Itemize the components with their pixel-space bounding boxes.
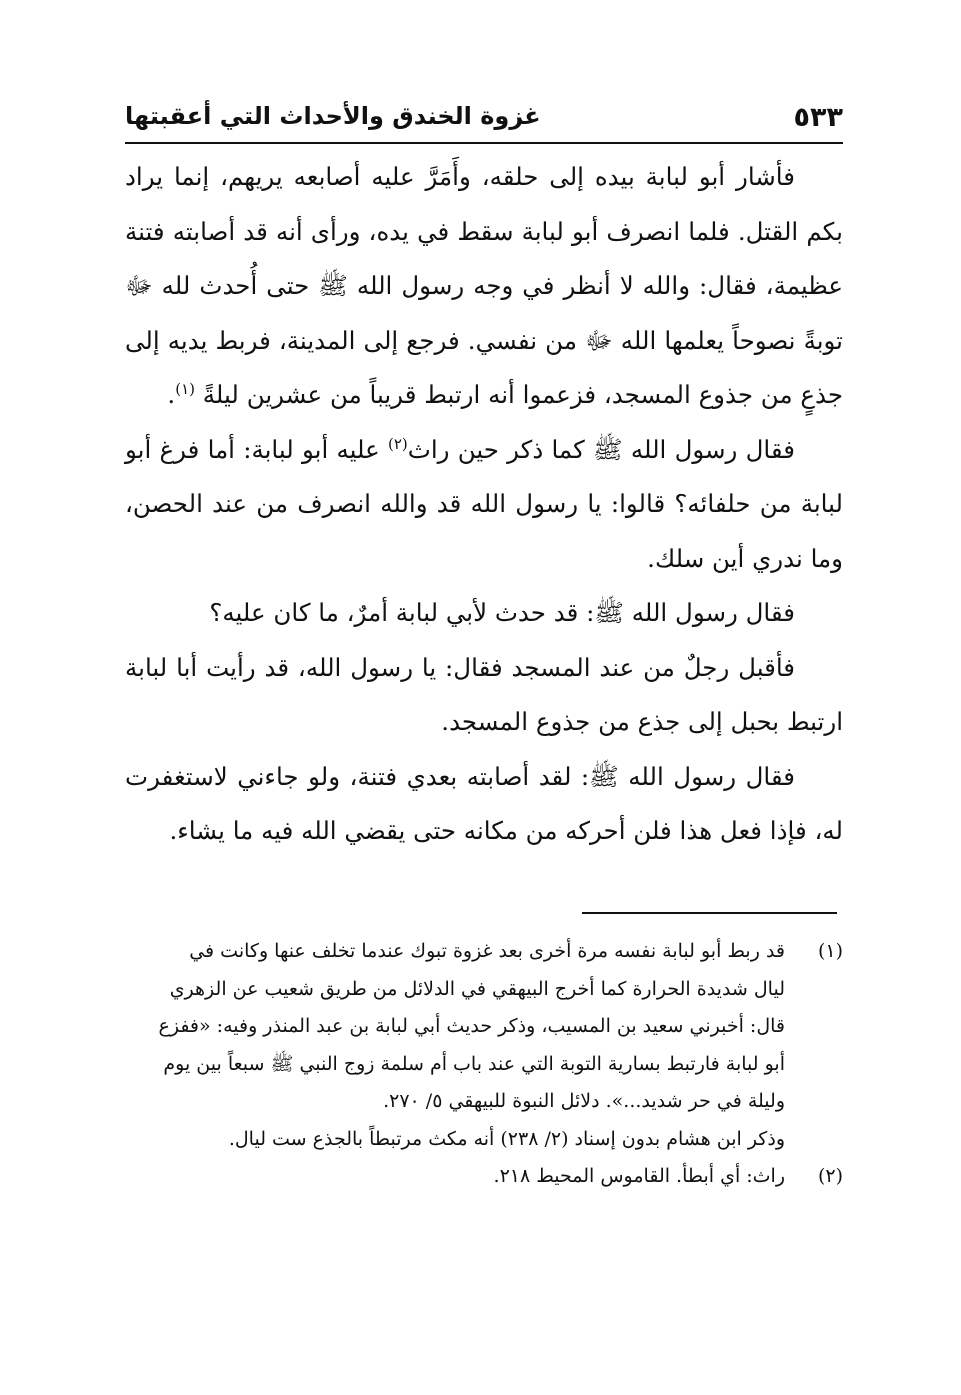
- footnote-separator: [582, 912, 837, 914]
- paragraph: [125, 423, 843, 587]
- footnote-1: [125, 933, 843, 1158]
- footnote-number: (١): [817, 940, 843, 962]
- footnote-number: (٢): [817, 1165, 843, 1187]
- paragraph: فقال رسول الله ﷺ: قد حدث لأبي لبابة أمرٌ، ما كان عليه؟: [209, 598, 795, 627]
- footnote-line: ليال شديدة الحرارة كما أخرج البيهقي في الدلائل من طريق شعيب عن الزهري: [169, 977, 785, 1000]
- footnotes: [125, 933, 843, 1196]
- paragraph-text: فأشار أبو لبابة بيده إلى حلقه، وأَمَرَّ عليه أصابعه يريهم، إنما يراد بكم القتل. فلما انصرف أبو لبابة سقط في يده، ورأى أنه قد أصابته فتنة عظيمة، فقال: والله لا أنظر في وجه رسول الله ﷺ حتى أُحدث لله ﷻ توبةً نصوحاً يعلمها الله ﷻ من نفسي. فرجع إلى المدينة، فربط يديه إلى جذعٍ من جذوع المسجد، فزعموا أنه ارتبط قريباً من عشرين ليلةً: [125, 162, 843, 409]
- footnote-line: قد ربط أبو لبابة نفسه مرة أخرى بعد غزوة تبوك عندما تخلف عنها وكانت في: [189, 940, 785, 962]
- paragraph-end: .: [167, 380, 176, 409]
- running-title: غزوة الخندق والأحداث التي أعقبتها: [125, 102, 541, 130]
- header-rule: [125, 142, 843, 144]
- paragraph: [125, 150, 843, 423]
- main-text: [125, 150, 843, 859]
- footnote-line: قال: أخبرني سعيد بن المسيب، وذكر حديث أبي لبابة بن عبد المنذر وفيه: «ففزع: [158, 1015, 785, 1037]
- footnote-line: راث: أي أبطأ. القاموس المحيط ٢١٨.: [493, 1165, 785, 1187]
- paragraph-text: فقال رسول الله ﷺ كما ذكر حين راث: [407, 434, 795, 464]
- page-header: [125, 100, 843, 140]
- footnote-marker: (٢): [388, 434, 408, 453]
- paragraph-text: عليه أبو لبابة: أما فرغ أبو لبابة من حلفائه؟ قالوا: يا رسول الله قد والله انصرف من عند الحصن، وما ندري أين سلك.: [125, 434, 843, 573]
- paragraph: فأقبل رجلٌ من عند المسجد فقال: يا رسول الله، قد رأيت أبا لبابة ارتبط بحبل إلى جذع من جذوع المسجد.: [125, 652, 843, 736]
- footnote-line: أبو لبابة فارتبط بسارية التوبة التي عند باب أم سلمة زوج النبي ﷺ سبعاً بين يوم: [163, 1052, 785, 1075]
- paragraph: فقال رسول الله ﷺ: لقد أصابته بعدي فتنة، ولو جاءني لاستغفرت له، فإذا فعل هذا فلن أحركه من مكانه حتى يقضي الله فيه ما يشاء.: [125, 761, 843, 845]
- page-number: ٥٣٣: [793, 102, 843, 133]
- footnote-line: وذكر ابن هشام بدون إسناد (٢/ ٢٣٨) أنه مكث مرتبطاً بالجذع ست ليال.: [228, 1127, 785, 1150]
- footnote-2: [125, 1158, 843, 1196]
- footnote-line: وليلة في حر شديد...». دلائل النبوة للبيهقي ٥/ ٢٧٠.: [383, 1090, 785, 1112]
- footnote-marker: (١): [175, 379, 195, 398]
